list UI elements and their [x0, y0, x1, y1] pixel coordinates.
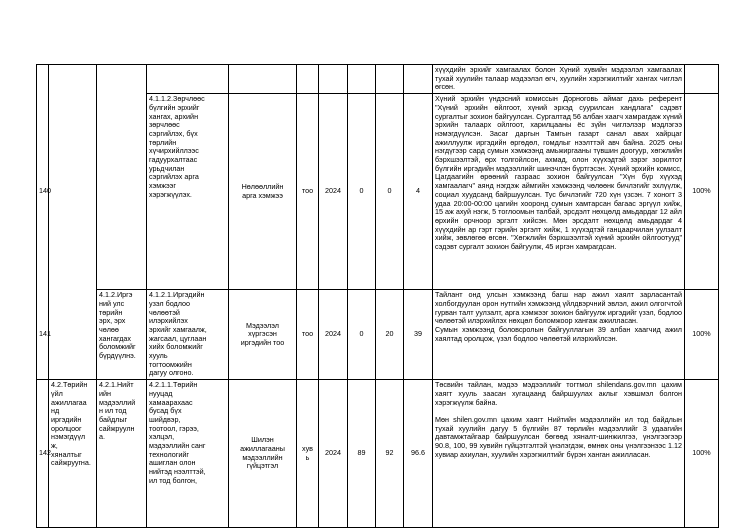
objective-cell: 4.2.1.Нийт ийн мэдээллий н ил тод байдлыг сайжруулн а.: [97, 380, 147, 528]
row-number-cell: 142: [37, 380, 49, 528]
table-row: [37, 94, 719, 290]
baseline-cell: 0: [348, 290, 376, 380]
target-cell: 92: [376, 380, 404, 528]
percent-cell: [685, 65, 719, 94]
goal-cell: [49, 65, 97, 94]
unit-cell: [297, 65, 319, 94]
row-number-cell: 140: [37, 94, 49, 290]
target-cell: 0: [376, 94, 404, 290]
unit-cell: тоо: [297, 94, 319, 290]
target-cell: [376, 65, 404, 94]
unit-cell: хув ь: [297, 380, 319, 528]
goal-cell: 4.2.Төрийн үйл ажиллагаа нд иргэдийн оролцоог нэмэгдүүл ж, хяналтыг сайжрууrна.: [49, 380, 97, 528]
report-table: [36, 64, 719, 528]
objective-cell: 4.1.2.Иргэ ний улс төрийн эрх, эрх чөлөө хангагдах боломжийг бүрдүүлнэ.: [97, 290, 147, 380]
row-number-cell: 141: [37, 290, 49, 380]
actual-cell: 96.6: [404, 380, 433, 528]
report-cell: Тайлант онд улсын хэмжээнд багш нар ажил хаялт зарласантай холбогдуулан орон нутгийн хэмжээнд үйлдвэрчний эвлэл, ажил олгогчтой гурван талт уулзалт, арга хэмжээг зохион байгуулж иргэдийг үзэл, бодлоо чөлөөтэй илэрхийлэх нөхцөл боломжоор хангаж ажилласан. Сумын хэмжээнд боловсролын байгууллагын 39 албан хаагчид ажил хаялтад оролцож, үзэл бодлоо чөлөөтэй илэрхийлсэн.: [433, 290, 685, 380]
indicator-cell: Нөлөөллийн арга хэмжээ: [229, 94, 297, 290]
table-row: [37, 290, 719, 380]
baseline-cell: [348, 65, 376, 94]
activity-cell: [147, 65, 229, 94]
activity-cell: 4.1.2.1.Иргэдийн узэл бодлоо чөлөөтэй илэрхийлэх эрхийг хамгаалж, жагсаал, цуглаан хийх боломжийг хууль тогтоомжийн дагуу олгоно.: [147, 290, 229, 380]
baseline-cell: 89: [348, 380, 376, 528]
report-cell: Төсвийн тайлан, мэдээ мэдээллийг тогтмол shilendans.gov.mn цахим хаягт хууль заасан хугацаанд байршуулах аклыг хэвшмэл болгон хэрэгжүүлж байна. Мөн shilen.gov.mn цахим хаягт Нийтийн мэдээллийн ил тод байдлын тухай хуулийн дагуу 5 бүлгийн 87 төрлийн мэдээллийг 3 удаагийн давтамжтайгаар байршуулсан бөгөөд хяналт-шинжилгээ, үнэлгээгээр 90.8, 100, 99 хувийн гүйцэтгэлтэй үнэлэгдэж, өмнөх оны үнэлгээнээс 1.12 хувиар ахиулан, хуулийн хэрэгжилтийг бүрэн ханган ажилласан.: [433, 380, 685, 528]
objective-cell: [97, 94, 147, 290]
actual-cell: 39: [404, 290, 433, 380]
percent-cell: 100%: [685, 94, 719, 290]
percent-cell: 100%: [685, 380, 719, 528]
activity-cell: 4.1.1.2.Зөрчлөөс бүлгийн эрхийг хангах, архийн зөрчлөөс сэргийлэх, бүх төрлийн хүчирхийллээс гадуурхалтаас урьдчилан сэргийлэх арга хэмжээг хэрэгжүүлэх.: [147, 94, 229, 290]
year-cell: 2024: [319, 380, 348, 528]
actual-cell: 4: [404, 94, 433, 290]
report-page: [36, 64, 718, 530]
report-cell: Хүний эрхийн үндэсний комиссын Дорноговь аймаг дахь референт "Хүний эрхийн өйлгоот, хүний эрхэд суурилсан хандлага" сэдэвт сургалтыг зохион байгуулсан. Сургалтад 56 албан хаагч хамрагдаж хүний эрхийн талаарх ойлгоот, харилцааны ёс зүйн чиглэлээр мэдлэгээ нэмэгдүүлсэн. Засаг даргын Тамгын газарт санал авах хайрцаг ажиллуулж иргэдийн өргөдөл, гомдлыг нээлттэй авч байна. 2025 оны нэгдүгээр сард сумын хэмжээнд амьжиргааны түвшин доогуур, хөгжлийн бэрхшээлтэй, өрх толгойлсон, ахмад, олон хүүхэдтэй зэрэг зорилтот бүлгийн иргэдийн мэдээллийг шинэчлэн бүртгэсэн. Хүний эрхийн комисс, Цагдаагийн өрөөний газраас зохион байгуулсан "Хүн бүр хүүхэд хамгаалагч" аянд нэгдэж аймгийн хэмжээнд чөлөөнк бичлэгийг эхлүүлж, социал хуудсанд байршуулсан. Тус бичлэгийг 720 хүн үзсэн. 7 хоногт 3 удаа 20:00-00:00 цагийн хооронд сумын хамтарсан багаас эргүүл хийж, 15 аж ахуй нэгж, 5 тоглоомын талбай, эрсдэлт нөхцөлд амьдардаг 12 айл өрхийн орчноор эргэлт хийсэн. Мөн эрсдэлт нөхцөлд амьдардаг 4 хүүхдийн ар гэрт гэрийн эргэлт хийж, 1 хүүхэдтэй ганцаарчилан уулзалт хийж, зөвлөгөө өгсөн. "Хөгжлийн бэрхшээлтэй хүний эрхийн ойлгоотууд" сэдэвт сургалт зохион байгуулж, 45 иргэн хамрагдсан.: [433, 94, 685, 290]
year-cell: 2024: [319, 94, 348, 290]
indicator-cell: [229, 65, 297, 94]
activity-cell: 4.2.1.1.Төрийн нууцад хамаарахааc бусад бүх шийдвэр, тоотоол, гэрээ, хэлцэл, мэдээллийн санг технологийг ашиглан олон нийтэд нээлттэй, ил тод болгон,: [147, 380, 229, 528]
year-cell: [319, 65, 348, 94]
baseline-cell: 0: [348, 94, 376, 290]
goal-cell: [49, 290, 97, 380]
actual-cell: [404, 65, 433, 94]
report-cell: хүүхдийн эрхийг хамгаалах болон Хүний хувийн мэдээлэл хамгаалах тухай хуулийн талаар мэдээлэл өгч, хуулийн хэрэгжилтийг хангах чиглэл өгсөн.: [433, 65, 685, 94]
target-cell: 20: [376, 290, 404, 380]
goal-cell: [49, 94, 97, 290]
percent-cell: 100%: [685, 290, 719, 380]
row-number-cell: [37, 65, 49, 94]
table-row: [37, 380, 719, 528]
unit-cell: тоо: [297, 290, 319, 380]
objective-cell: [97, 65, 147, 94]
table-row: [37, 65, 719, 94]
indicator-cell: Шилэн ажиллагааны мэдээллийн гүйцэтгэл: [229, 380, 297, 528]
indicator-cell: Мэдээлэл хүргэсэн иргэдийн тоо: [229, 290, 297, 380]
year-cell: 2024: [319, 290, 348, 380]
